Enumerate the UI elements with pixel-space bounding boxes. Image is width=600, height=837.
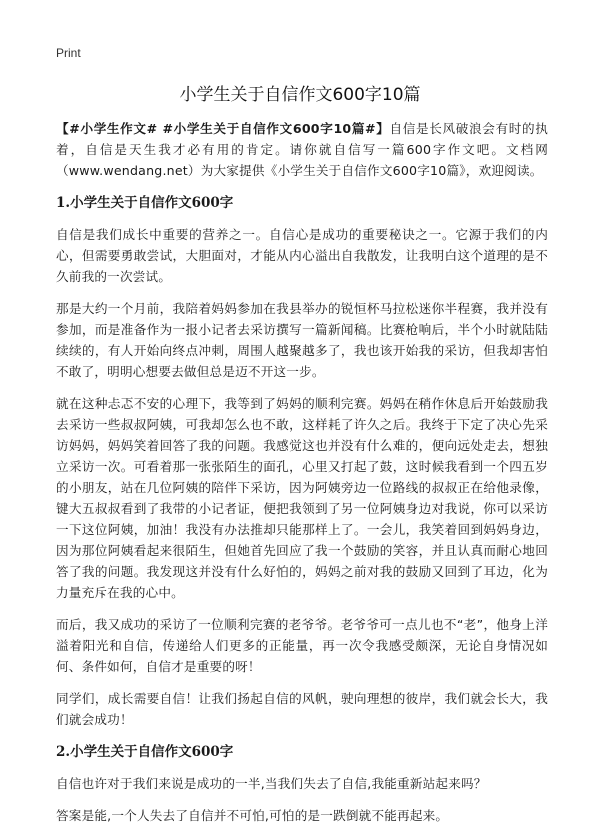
paragraph: 同学们，成长需要自信！让我们扬起自信的风帆，驶向理想的彼岸，我们就会长大，我们就会成功！ (56, 691, 548, 727)
section-heading-2: 2.小学生关于自信作文600字 (56, 744, 234, 760)
paragraph: 就在这种忐忑不安的心理下，我等到了妈妈的顺利完赛。妈妈在稍作休息后开始鼓励我去采访一些叔叔阿姨，可我却怎么也不敢，这样耗了许久之后。我终于下定了决心先采访妈妈，妈妈笑着回答了我的问题。我感觉这也并没有什么难的，便向远处走去，想独立采访一次。可看着那一张张陌生的面孔，心里又打起了鼓，这时候我看到一个四五岁的小朋友，站在几位阿姨的陪伴下采访，因为阿姨旁边一位路线的叔叔正在给他录像，键大五叔叔看到了我带的小记者证，便把我领到了另一位阿姨身边对我说，你可以采访一下这位阿姨，加油！我没有办法推却只能那样上了。一会儿，我笑着回到妈妈身边，因为那位阿姨看起来很陌生，但她首先回应了我一个鼓励的笑容，并且认真而耐心地回答了我的问题。我发现这并没有什么好怕的，妈妈之前对我的鼓励又回到了耳边，化为力量充斥在我的心中。 (56, 396, 548, 600)
page-title: 小学生关于自信作文600字10篇 (179, 85, 421, 105)
paragraph: 而后，我又成功的采访了一位顺利完赛的老爷爷。老爷爷可一点儿也不“老”，他身上洋溢着阳光和自信，传递给人们更多的正能量，再一次令我感受颇深，无论自身情况如何、条件如何，自信才是重要的呀！ (56, 617, 548, 674)
paragraph: 自信也许对于我们来说是成功的一半,当我们失去了自信,我能重新站起来吗？ (56, 776, 487, 791)
article-body (56, 118, 548, 837)
section-heading-1: 1.小学生关于自信作文600字 (56, 195, 234, 211)
paragraph: 答案是能,一个人失去了自信并不可怕,可怕的是一跌倒就不能再起来。 (56, 808, 449, 823)
intro-text: 自信是长风破浪会有时的执着，自信是天生我才必有用的肯定。请你就自信写一篇600字作文吧。文档网（www.wendang.net）为大家提供《小学生关于自信作文600字10篇》，欢迎阅读。 (56, 121, 548, 178)
paragraph: 自信是我们成长中重要的营养之一。自信心是成功的重要秘诀之一。它源于我们的内心，但需要勇敢尝试，大胆面对，才能从内心溢出自我散发，让我明白这个道理的是不久前我的一次尝试。 (56, 227, 548, 284)
paragraph: 那是大约一个月前，我陪着妈妈参加在我县举办的锐恒杯马拉松迷你半程赛，我并没有参加，而是准备作为一报小记者去采访撰写一篇新闻稿。比赛枪响后，半个小时就陆陆续续的，有人开始向终点冲刺，周围人越聚越多了，我也该开始我的采访，但我却害怕不敢了，明明心想要去做但总是迈不开这一步。 (56, 301, 548, 379)
intro-paragraph (56, 118, 548, 181)
print-label: Print (56, 46, 81, 60)
intro-lead: 【#小学生作文# #小学生关于自信作文600字10篇#】 (56, 121, 390, 136)
